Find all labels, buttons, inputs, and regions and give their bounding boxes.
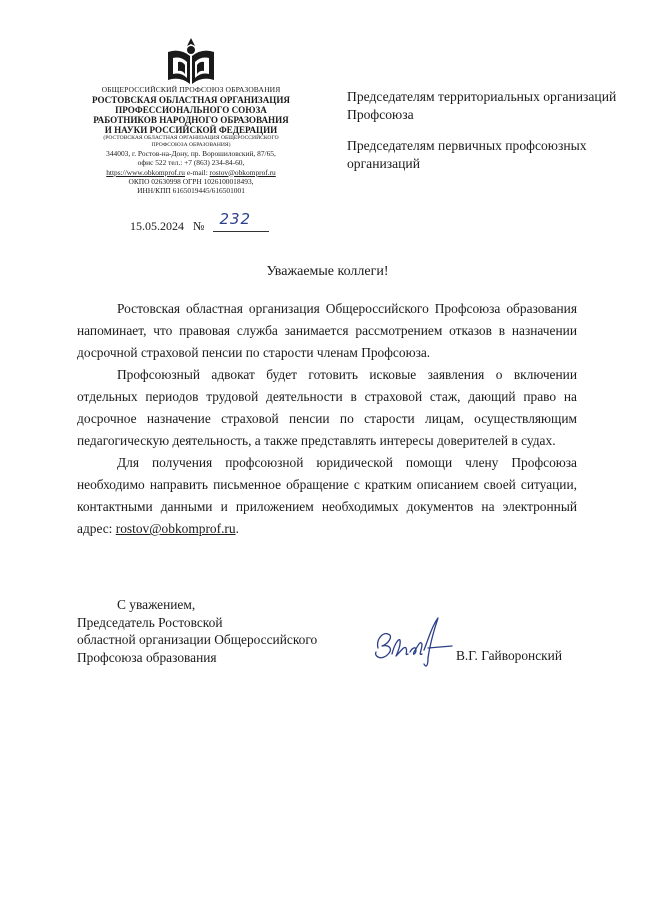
paragraph: Профсоюзный адвокат будет готовить исковые заявления о включении отдельных периодов трудовой деятельности в страховой стаж, дающий право на досрочное назначение страховой пенсии по старости лицам, осуществляющим педагогическую деятельность, а также представлять интересы доверителей в судах. [77, 367, 577, 448]
contact-email-link[interactable]: rostov@obkomprof.ru [115, 521, 236, 536]
addressee: Председателям первичных профсоюзных организаций [347, 137, 587, 171]
date-number-line [130, 210, 269, 234]
org-short-name: ПРОФСОЮЗА ОБРАЗОВАНИЯ) [151, 141, 231, 148]
org-short-name: (РОСТОВСКАЯ ОБЛАСТНАЯ ОРГАНИЗАЦИЯ ОБЩЕРОССИЙСКОГО [103, 135, 279, 142]
number-field [213, 210, 269, 232]
org-phone: офис 522 тел.: +7 (863) 234-84-60, [137, 158, 245, 168]
org-name-line: РАБОТНИКОВ НАРОДНОГО ОБРАЗОВАНИЯ [93, 114, 289, 125]
paragraph [77, 452, 577, 540]
trade-union-logo-icon [164, 34, 218, 88]
email-link[interactable]: rostov@obkomprof.ru [209, 167, 276, 177]
handwritten-signature [368, 610, 458, 670]
letter-date: 15.05.2024 [130, 219, 184, 233]
letter-number: 232 [219, 210, 252, 228]
salutation: Уважаемые коллеги! [266, 264, 389, 279]
email-label: e-mail: [184, 167, 210, 177]
paragraph-text: Для получения профсоюзной юридической помощи члену Профсоюза необходимо направить письменное обращение с кратким описанием своей ситуации, контактными данными и приложением необходимых документов на электронный адрес: [77, 455, 577, 536]
organization-header [82, 86, 300, 196]
signer-name: В.Г. Гайворонский [456, 648, 562, 663]
signer-title: Председатель Ростовской [77, 614, 223, 630]
paragraph: Ростовская областная организация Общероссийского Профсоюза образования напоминает, что правовая служба занимается рассмотрением отказов в назначении досрочной страховой пенсии по старости членам Профсоюза. [77, 301, 577, 360]
signer-title: Профсоюза образования [77, 649, 217, 665]
org-codes: ИНН/КПП 6165019445/616501001 [137, 186, 245, 196]
number-label: № [193, 219, 205, 233]
org-name-line: РОСТОВСКАЯ ОБЛАСТНАЯ ОРГАНИЗАЦИЯ [92, 94, 290, 105]
paragraph-end: . [235, 521, 239, 536]
signer-title: областной организации Общероссийского [77, 632, 318, 647]
closing-block [77, 596, 377, 666]
org-codes: ОКПО 02630998 ОГРН 1026100018493, [128, 177, 254, 186]
addressees [347, 88, 627, 186]
addressee: Председателям территориальных организаций Профсоюза [347, 89, 617, 122]
website-link[interactable]: https://www.obkomprof.ru [106, 167, 185, 177]
regards: С уважением, [117, 597, 196, 612]
org-name-line: ПРОФЕССИОНАЛЬНОГО СОЮЗА [115, 104, 267, 115]
org-name-line: И НАУКИ РОССИЙСКОЙ ФЕДЕРАЦИИ [104, 125, 278, 136]
org-address: 344003, г. Ростов-на-Дону, пр. Ворошиловский, 87/65, [106, 148, 276, 158]
letter-body [77, 298, 577, 540]
org-contacts [82, 168, 300, 177]
union-name: ОБЩЕРОССИЙСКИЙ ПРОФСОЮЗ ОБРАЗОВАНИЯ [101, 85, 281, 94]
